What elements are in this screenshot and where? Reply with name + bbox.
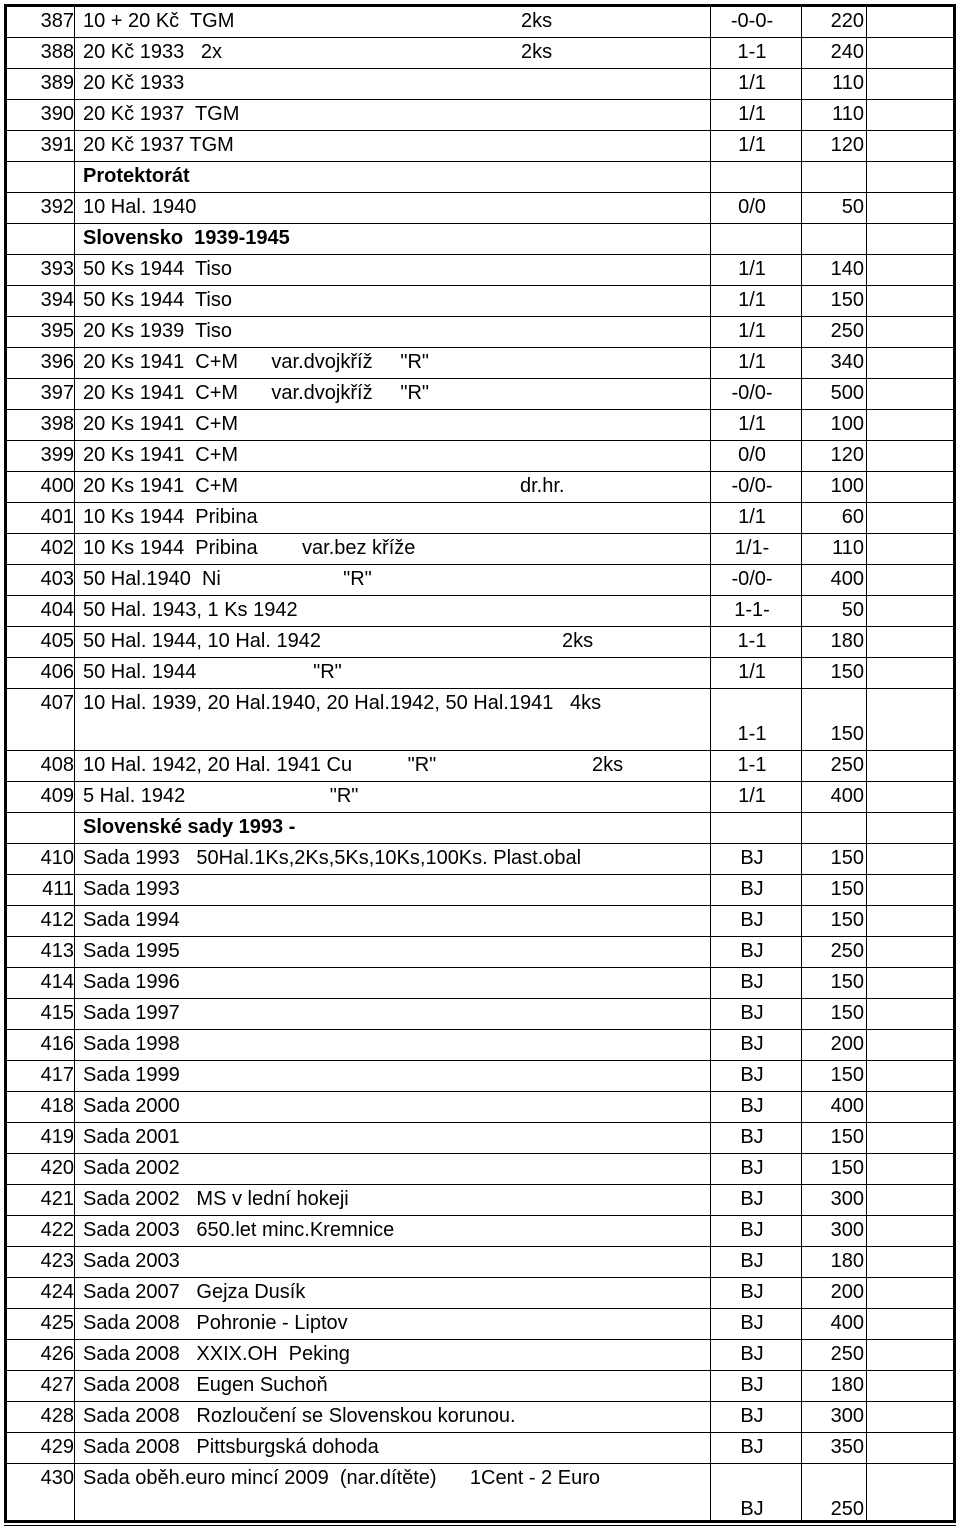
- item-price: 50: [841, 196, 864, 218]
- table-row: [4, 130, 956, 161]
- item-description: Sada 1996: [83, 971, 180, 993]
- item-description: 50 Ks 1944 Tiso: [83, 289, 232, 311]
- table-row: [4, 998, 956, 1029]
- item-number: 406: [40, 661, 74, 683]
- row-divider: [4, 1525, 956, 1526]
- table-row: [4, 843, 956, 874]
- item-number: 429: [40, 1436, 74, 1458]
- item-condition: BJ: [740, 1157, 764, 1179]
- item-condition: 1-1: [737, 754, 767, 776]
- item-description: Sada 2003: [83, 1250, 180, 1272]
- item-description: Sada 2002: [83, 1157, 180, 1179]
- item-description: 20 Ks 1941 C+M: [83, 444, 239, 466]
- row-divider: [4, 936, 956, 937]
- row-divider: [4, 595, 956, 596]
- item-price: 50: [841, 599, 864, 621]
- item-number: 401: [40, 506, 74, 528]
- item-description: 50 Ks 1944 Tiso: [83, 258, 232, 280]
- item-description: 20 Ks 1941 C+M var.dvojkříž "R": [83, 351, 429, 373]
- item-condition: BJ: [740, 1250, 764, 1272]
- item-description: Sada 2008 Rozloučení se Slovenskou korunou.: [83, 1405, 516, 1427]
- item-condition: BJ: [740, 1002, 764, 1024]
- row-divider: [4, 347, 956, 348]
- item-condition: BJ: [740, 1281, 764, 1303]
- table-row: [4, 192, 956, 223]
- row-divider: [4, 1184, 956, 1185]
- item-number: 418: [40, 1095, 74, 1117]
- row-divider: [4, 812, 956, 813]
- section-title: Slovenské sady 1993 -: [83, 816, 296, 838]
- item-price: 110: [832, 103, 864, 125]
- table-row: [4, 781, 956, 812]
- item-condition: BJ: [740, 1343, 764, 1365]
- item-condition: BJ: [740, 971, 764, 993]
- item-condition: BJ: [740, 1095, 764, 1117]
- table-row: [4, 285, 956, 316]
- item-description: Sada 2008 Pohronie - Liptov: [83, 1312, 348, 1334]
- table-row: [4, 905, 956, 936]
- item-extra: 2ks: [592, 754, 624, 776]
- item-description: 50 Hal. 1943, 1 Ks 1942: [83, 599, 298, 621]
- item-description: 10 Hal. 1939, 20 Hal.1940, 20 Hal.1942, 50 Hal.1941 4ks: [83, 692, 602, 714]
- item-number: 408: [40, 754, 74, 776]
- item-condition: BJ: [740, 1219, 764, 1241]
- item-description: 5 Hal. 1942 "R": [83, 785, 359, 807]
- row-divider: [4, 440, 956, 441]
- item-condition: -0/0-: [731, 475, 773, 497]
- item-description: 10 Hal. 1942, 20 Hal. 1941 Cu "R": [83, 754, 437, 776]
- row-divider: [4, 564, 956, 565]
- row-divider: [4, 874, 956, 875]
- item-number: 394: [40, 289, 74, 311]
- item-extra: 2ks: [562, 630, 594, 652]
- item-price: 250: [830, 320, 864, 342]
- row-divider: [4, 223, 956, 224]
- item-number: 402: [40, 537, 74, 559]
- item-price: 180: [830, 1374, 864, 1396]
- row-divider: [4, 1370, 956, 1371]
- item-description: Sada 1993 50Hal.1Ks,2Ks,5Ks,10Ks,100Ks. Plast.obal: [83, 847, 582, 869]
- item-price: 150: [830, 847, 864, 869]
- table-row: [4, 347, 956, 378]
- item-condition: BJ: [740, 1436, 764, 1458]
- item-description: Sada 1994: [83, 909, 180, 931]
- row-divider: [4, 161, 956, 162]
- table-row: [4, 37, 956, 68]
- item-condition: 1-1: [737, 41, 767, 63]
- item-price: 250: [830, 1343, 864, 1365]
- row-divider: [4, 1401, 956, 1402]
- item-description: 10 Ks 1944 Pribina var.bez kříže: [83, 537, 416, 559]
- item-price: 120: [830, 444, 864, 466]
- table-row: [4, 316, 956, 347]
- row-divider: [4, 99, 956, 100]
- item-description: Sada 2008 Eugen Suchoň: [83, 1374, 328, 1396]
- item-number: 423: [40, 1250, 74, 1272]
- item-number: 421: [40, 1188, 74, 1210]
- row-divider: [4, 378, 956, 379]
- item-description: 50 Hal. 1944 "R": [83, 661, 342, 683]
- item-condition: BJ: [740, 878, 764, 900]
- item-price: 140: [830, 258, 864, 280]
- item-condition: 1-1: [737, 723, 767, 745]
- table-row: [4, 1153, 956, 1184]
- table-row: [4, 967, 956, 998]
- item-condition: BJ: [740, 1498, 764, 1520]
- table-row: [4, 6, 956, 37]
- table-row: [4, 533, 956, 564]
- item-price: 150: [830, 878, 864, 900]
- item-description: Sada 1999: [83, 1064, 180, 1086]
- table-row: [4, 1339, 956, 1370]
- item-condition: BJ: [740, 1064, 764, 1086]
- table-row: [4, 254, 956, 285]
- item-price: 150: [830, 661, 864, 683]
- item-condition: 1/1: [738, 506, 766, 528]
- row-divider: [4, 254, 956, 255]
- section-title: Slovensko 1939-1945: [83, 227, 290, 249]
- item-number: 405: [40, 630, 74, 652]
- table-row: [4, 564, 956, 595]
- table-row: [4, 595, 956, 626]
- item-price: 240: [830, 41, 864, 63]
- item-number: 414: [40, 971, 74, 993]
- item-number: 422: [40, 1219, 74, 1241]
- item-number: 404: [40, 599, 74, 621]
- item-price: 150: [830, 971, 864, 993]
- item-condition: BJ: [740, 1033, 764, 1055]
- table-row: [4, 1091, 956, 1122]
- item-price: 400: [830, 785, 864, 807]
- item-condition: BJ: [740, 1374, 764, 1396]
- table-row: [4, 99, 956, 130]
- item-condition: BJ: [740, 1126, 764, 1148]
- item-description: Sada 2008 XXIX.OH Peking: [83, 1343, 350, 1365]
- item-price: 150: [830, 289, 864, 311]
- item-price: 150: [830, 723, 864, 745]
- item-number: 411: [42, 878, 74, 900]
- item-number: 427: [40, 1374, 74, 1396]
- table-row: [4, 657, 956, 688]
- item-number: 425: [40, 1312, 74, 1334]
- item-condition: -0-0-: [730, 10, 774, 32]
- item-price: 180: [830, 1250, 864, 1272]
- row-divider: [4, 1339, 956, 1340]
- table-row: [4, 750, 956, 781]
- item-price: 350: [830, 1436, 864, 1458]
- item-description: Sada 1997: [83, 1002, 180, 1024]
- item-number: 393: [40, 258, 74, 280]
- item-number: 403: [40, 568, 74, 590]
- item-price: 150: [830, 1157, 864, 1179]
- row-divider: [4, 409, 956, 410]
- item-number: 417: [40, 1064, 74, 1086]
- item-extra: 2ks: [521, 10, 553, 32]
- row-divider: [4, 316, 956, 317]
- row-divider: [4, 1277, 956, 1278]
- item-number: 407: [40, 692, 74, 714]
- item-number: 396: [40, 351, 74, 373]
- table-row: [4, 688, 956, 750]
- item-condition: BJ: [740, 1312, 764, 1334]
- row-divider: [4, 967, 956, 968]
- table-row: [4, 1060, 956, 1091]
- table-row: [4, 409, 956, 440]
- table-row: [4, 68, 956, 99]
- item-condition: 1/1: [738, 661, 766, 683]
- item-price: 100: [830, 413, 864, 435]
- row-divider: [4, 471, 956, 472]
- item-description: 20 Ks 1941 C+M: [83, 413, 239, 435]
- row-divider: [4, 533, 956, 534]
- item-description: Sada 1998: [83, 1033, 180, 1055]
- item-description: Sada 1993: [83, 878, 180, 900]
- row-divider: [4, 37, 956, 38]
- item-price: 150: [830, 1002, 864, 1024]
- table-row: [4, 1029, 956, 1060]
- item-condition: BJ: [740, 847, 764, 869]
- row-divider: [4, 1153, 956, 1154]
- row-divider: [4, 1246, 956, 1247]
- item-price: 300: [830, 1219, 864, 1241]
- item-description: Sada 2000: [83, 1095, 180, 1117]
- item-description: 50 Hal. 1944, 10 Hal. 1942: [83, 630, 321, 652]
- item-condition: 1/1-: [734, 537, 770, 559]
- item-description: 20 Kč 1937 TGM: [83, 134, 234, 156]
- table-row: [4, 1401, 956, 1432]
- table-row: [4, 440, 956, 471]
- item-price: 150: [830, 1126, 864, 1148]
- table-row: [4, 1432, 956, 1463]
- row-divider: [4, 1091, 956, 1092]
- item-description: 20 Ks 1941 C+M var.dvojkříž "R": [83, 382, 429, 404]
- row-divider: [4, 1463, 956, 1464]
- item-price: 120: [830, 134, 864, 156]
- item-condition: BJ: [740, 1188, 764, 1210]
- item-number: 389: [40, 72, 74, 94]
- item-price: 300: [830, 1405, 864, 1427]
- item-description: 20 Kč 1933 2x: [83, 41, 222, 63]
- item-description: 10 Ks 1944 Pribina: [83, 506, 258, 528]
- item-condition: BJ: [740, 1405, 764, 1427]
- item-number: 420: [40, 1157, 74, 1179]
- item-number: 410: [40, 847, 74, 869]
- row-divider: [4, 1215, 956, 1216]
- item-description: 10 Hal. 1940: [83, 196, 197, 218]
- item-price: 180: [830, 630, 864, 652]
- item-condition: 1/1: [738, 134, 766, 156]
- section-header-row: [4, 812, 956, 843]
- table-row: [4, 626, 956, 657]
- table-row: [4, 936, 956, 967]
- item-price: 340: [830, 351, 864, 373]
- item-price: 500: [830, 382, 864, 404]
- row-divider: [4, 1432, 956, 1433]
- item-description: Sada 2003 650.let minc.Kremnice: [83, 1219, 395, 1241]
- row-divider: [4, 781, 956, 782]
- item-condition: 0/0: [738, 196, 766, 218]
- table-row: [4, 1308, 956, 1339]
- item-number: 399: [40, 444, 74, 466]
- row-divider: [4, 750, 956, 751]
- table-row: [4, 1370, 956, 1401]
- item-number: 398: [40, 413, 74, 435]
- item-price: 110: [832, 537, 864, 559]
- table-row: [4, 1277, 956, 1308]
- item-condition: BJ: [740, 940, 764, 962]
- item-description: 50 Hal.1940 Ni "R": [83, 568, 372, 590]
- section-title: Protektorát: [83, 165, 190, 187]
- item-price: 400: [830, 1095, 864, 1117]
- item-price: 300: [830, 1188, 864, 1210]
- item-condition: 1/1: [738, 785, 766, 807]
- row-divider: [4, 1308, 956, 1309]
- table-row: [4, 1122, 956, 1153]
- item-number: 387: [40, 10, 74, 32]
- item-condition: 1/1: [738, 351, 766, 373]
- item-price: 400: [830, 568, 864, 590]
- row-divider: [4, 688, 956, 689]
- item-description: 20 Kč 1937 TGM: [83, 103, 240, 125]
- item-description: 20 Kč 1933: [83, 72, 185, 94]
- row-divider: [4, 998, 956, 999]
- item-condition: 1/1: [738, 103, 766, 125]
- item-price: 250: [830, 1498, 864, 1520]
- row-divider: [4, 68, 956, 69]
- item-number: 415: [40, 1002, 74, 1024]
- item-condition: 0/0: [738, 444, 766, 466]
- item-description: 20 Ks 1941 C+M: [83, 475, 239, 497]
- item-description: Sada 2002 MS v lední hokeji: [83, 1188, 349, 1210]
- item-price: 200: [830, 1281, 864, 1303]
- table-row: [4, 1184, 956, 1215]
- item-description: 10 + 20 Kč TGM: [83, 10, 235, 32]
- item-number: 428: [40, 1405, 74, 1427]
- item-condition: 1-1-: [734, 599, 770, 621]
- item-description: Sada oběh.euro mincí 2009 (nar.dítěte) 1Cent - 2 Euro: [83, 1467, 600, 1489]
- item-price: 250: [830, 754, 864, 776]
- item-description: Sada 2007 Gejza Dusík: [83, 1281, 306, 1303]
- row-divider: [4, 1029, 956, 1030]
- row-divider: [4, 1122, 956, 1123]
- row-divider: [4, 905, 956, 906]
- row-divider: [4, 657, 956, 658]
- item-condition: 1-1: [737, 630, 767, 652]
- item-price: 110: [832, 72, 864, 94]
- item-price: 150: [830, 1064, 864, 1086]
- item-number: 400: [40, 475, 74, 497]
- row-divider: [4, 130, 956, 131]
- item-number: 430: [40, 1467, 74, 1489]
- table-row: [4, 378, 956, 409]
- table-row: [4, 1246, 956, 1277]
- item-number: 424: [40, 1281, 74, 1303]
- row-divider: [4, 502, 956, 503]
- item-condition: 1/1: [738, 258, 766, 280]
- section-header-row: [4, 161, 956, 192]
- row-divider: [4, 626, 956, 627]
- table-row: [4, 874, 956, 905]
- section-header-row: [4, 223, 956, 254]
- item-price: 250: [830, 940, 864, 962]
- table-row: [4, 471, 956, 502]
- item-number: 412: [40, 909, 74, 931]
- item-price: 400: [830, 1312, 864, 1334]
- item-condition: -0/0-: [731, 568, 773, 590]
- item-description: Sada 1995: [83, 940, 180, 962]
- table-row: [4, 502, 956, 533]
- table-row: [4, 1215, 956, 1246]
- item-condition: BJ: [740, 909, 764, 931]
- item-price: 100: [830, 475, 864, 497]
- item-number: 388: [40, 41, 74, 63]
- item-number: 390: [40, 103, 74, 125]
- item-description: 20 Ks 1939 Tiso: [83, 320, 232, 342]
- item-number: 391: [40, 134, 74, 156]
- item-condition: 1/1: [738, 72, 766, 94]
- item-price: 220: [830, 10, 864, 32]
- item-description: Sada 2008 Pittsburgská dohoda: [83, 1436, 379, 1458]
- item-number: 392: [40, 196, 74, 218]
- item-number: 416: [40, 1033, 74, 1055]
- item-number: 395: [40, 320, 74, 342]
- item-price: 150: [830, 909, 864, 931]
- item-price: 60: [841, 506, 864, 528]
- item-number: 397: [40, 382, 74, 404]
- item-condition: 1/1: [738, 289, 766, 311]
- item-number: 426: [40, 1343, 74, 1365]
- item-extra: dr.hr.: [520, 475, 565, 497]
- row-divider: [4, 843, 956, 844]
- item-extra: 2ks: [521, 41, 553, 63]
- row-divider: [4, 192, 956, 193]
- item-number: 413: [40, 940, 74, 962]
- item-price: 200: [830, 1033, 864, 1055]
- table-row: [4, 1463, 956, 1525]
- item-description: Sada 2001: [83, 1126, 180, 1148]
- row-divider: [4, 285, 956, 286]
- row-divider: [4, 1060, 956, 1061]
- item-condition: -0/0-: [731, 382, 773, 404]
- item-condition: 1/1: [738, 413, 766, 435]
- item-number: 409: [40, 785, 74, 807]
- item-condition: 1/1: [738, 320, 766, 342]
- item-number: 419: [40, 1126, 74, 1148]
